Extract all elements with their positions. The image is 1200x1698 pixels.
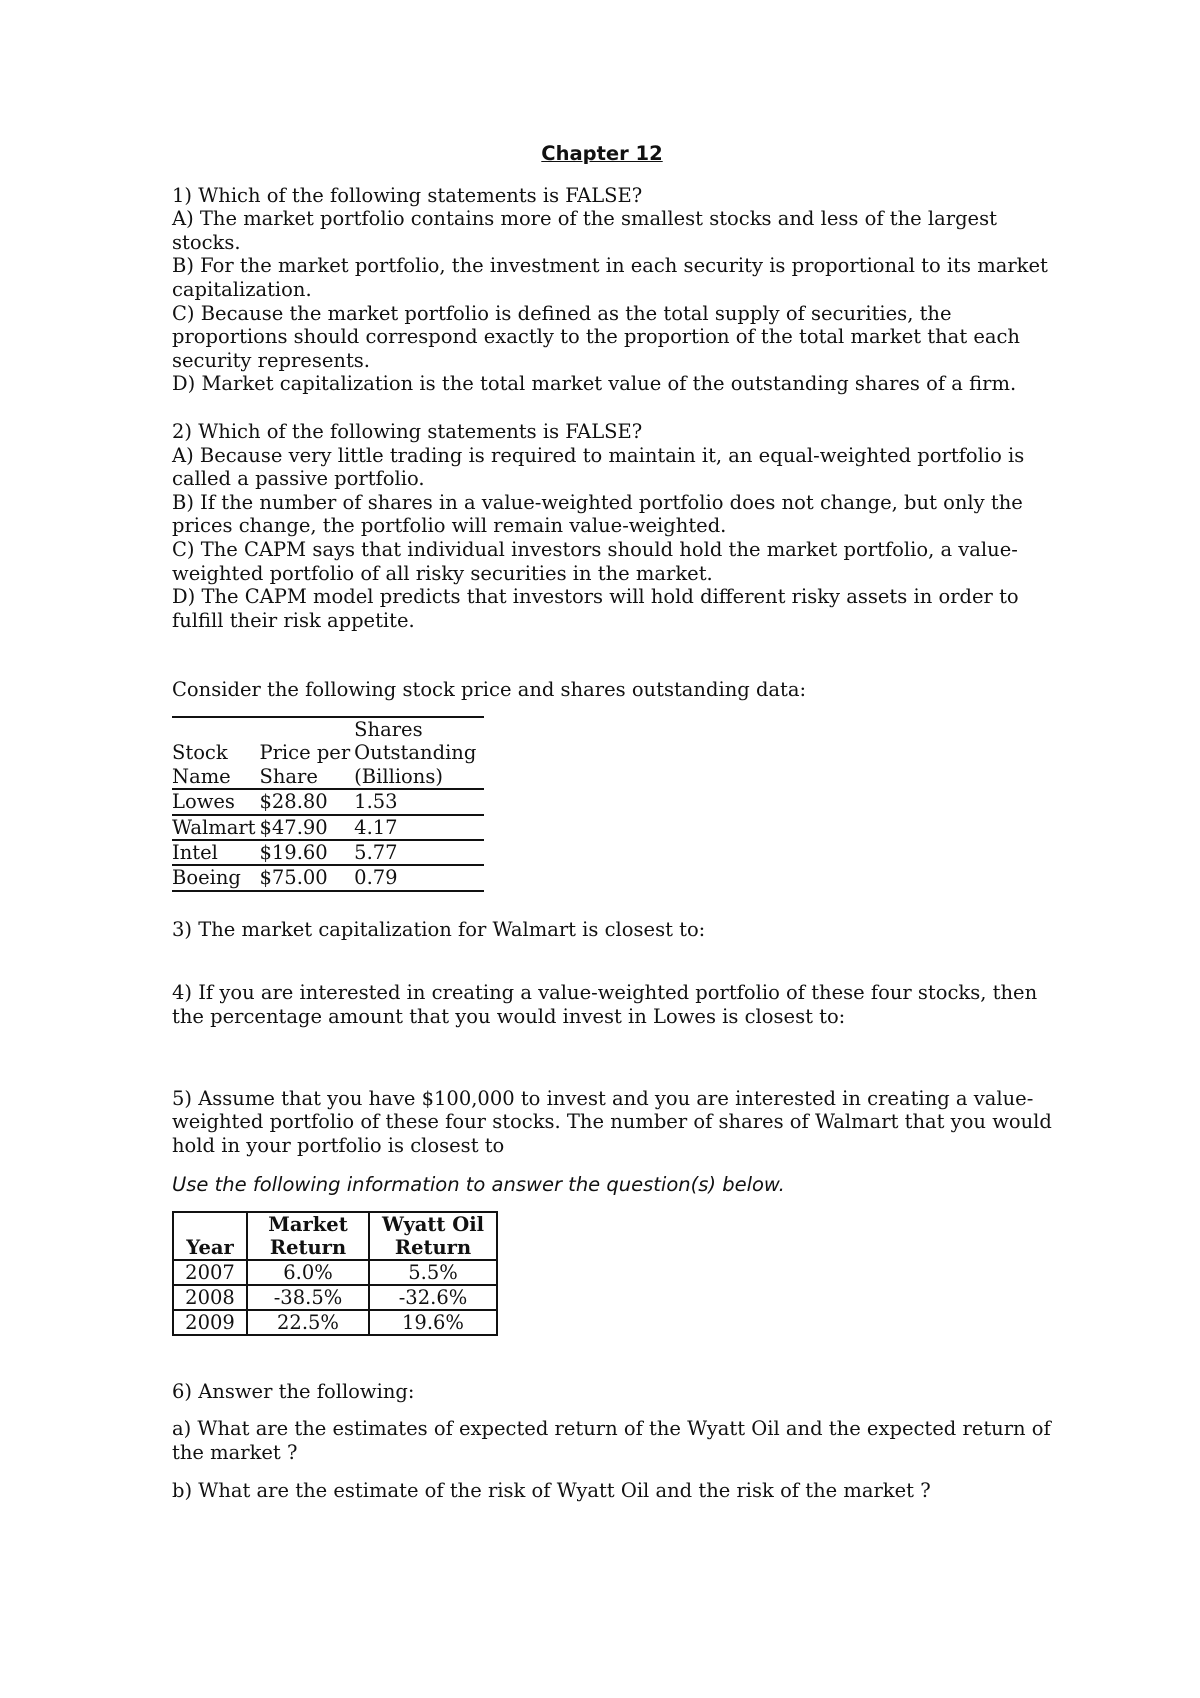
table-row [172,840,484,865]
question-1-option-a: A) The market portfolio contains more of the smallest stocks and less of the largest stocks. [172,207,997,254]
return-table-header [173,1212,497,1260]
stock-shares: 1.53 [354,789,484,814]
table-row [173,1260,497,1285]
year-cell: 2007 [173,1260,247,1285]
stock-shares: 0.79 [354,865,484,890]
market-return-cell: 6.0% [247,1260,369,1285]
year-cell: 2008 [173,1285,247,1310]
question-6-part-b: b) What are the estimate of the risk of Wyatt Oil and the risk of the market ? [172,1478,931,1502]
question-2-option-c: C) The CAPM says that individual investors should hold the market portfolio, a value-weighted portfolio of all risky securities in the market. [172,537,1018,585]
table-row [173,1285,497,1310]
stock-data-table [172,716,484,892]
stock-price: $28.80 [259,789,354,814]
header-shares: Shares Outstanding (Billions) [354,717,484,789]
wyatt-return-cell: -32.6% [369,1285,497,1310]
stock-shares: 5.77 [354,840,484,865]
info-instruction: Use the following information to answer the question(s) below. [172,1173,785,1197]
stock-price: $75.00 [259,865,354,890]
stock-name: Intel [172,840,259,865]
question-2 [172,420,1052,632]
document-page [172,142,1052,1502]
chapter-title: Chapter 12 [541,142,663,165]
question-1-option-b: B) For the market portfolio, the investment in each security is proportional to its market capitalization. [172,254,1048,301]
consider-text: Consider the following stock price and shares outstanding data: [172,678,807,702]
year-cell: 2009 [173,1310,247,1335]
question-1-option-c: C) Because the market portfolio is defined as the total supply of securities, the proportions should correspond exactly to the proportion of the total market that each security represents. [172,301,1020,372]
question-1-stem: 1) Which of the following statements is FALSE? [172,183,643,207]
question-5: 5) Assume that you have $100,000 to invest and you are interested in creating a value-weighted portfolio of these four stocks. The number of shares of Walmart that you would hold in your portfolio is closest to [172,1086,1052,1157]
header-year: Year [173,1212,247,1260]
question-1-option-d: D) Market capitalization is the total market value of the outstanding shares of a firm. [172,372,1017,396]
table-row [172,789,484,814]
table-row [172,865,484,890]
wyatt-return-cell: 19.6% [369,1310,497,1335]
stock-name: Lowes [172,789,259,814]
market-return-cell: 22.5% [247,1310,369,1335]
question-2-option-b: B) If the number of shares in a value-weighted portfolio does not change, but only the prices change, the portfolio will remain value-weighted. [172,490,1023,538]
question-4: 4) If you are interested in creating a value-weighted portfolio of these four stocks, then the percentage amount that you would invest in Lowes is closest to: [172,981,1038,1028]
question-2-stem: 2) Which of the following statements is FALSE? [172,419,643,443]
header-market-return: Market Return [247,1212,369,1260]
question-6-stem: 6) Answer the following: [172,1379,415,1403]
question-1 [172,184,1052,396]
table-row [173,1310,497,1335]
question-6-part-a: a) What are the estimates of expected return of the Wyatt Oil and the expected return of the market ? [172,1417,1051,1465]
stock-price: $47.90 [259,815,354,840]
market-return-cell: -38.5% [247,1285,369,1310]
stock-name: Walmart [172,815,259,840]
question-2-option-d: D) The CAPM model predicts that investors will hold different risky assets in order to fulfill their risk appetite. [172,585,1019,632]
stock-name: Boeing [172,865,259,890]
table-row [172,815,484,840]
question-3: 3) The market capitalization for Walmart is closest to: [172,917,706,941]
header-wyatt-return: Wyatt Oil Return [369,1212,497,1260]
stock-shares: 4.17 [354,815,484,840]
stock-table-header [172,717,484,789]
header-price: Price per Share [259,717,354,789]
wyatt-return-cell: 5.5% [369,1260,497,1285]
question-2-option-a: A) Because very little trading is required to maintain it, an equal-weighted portfolio is called a passive portfolio. [172,443,1025,491]
return-data-table [172,1211,498,1336]
header-stock-name: Stock Name [172,717,259,789]
stock-price: $19.60 [259,840,354,865]
